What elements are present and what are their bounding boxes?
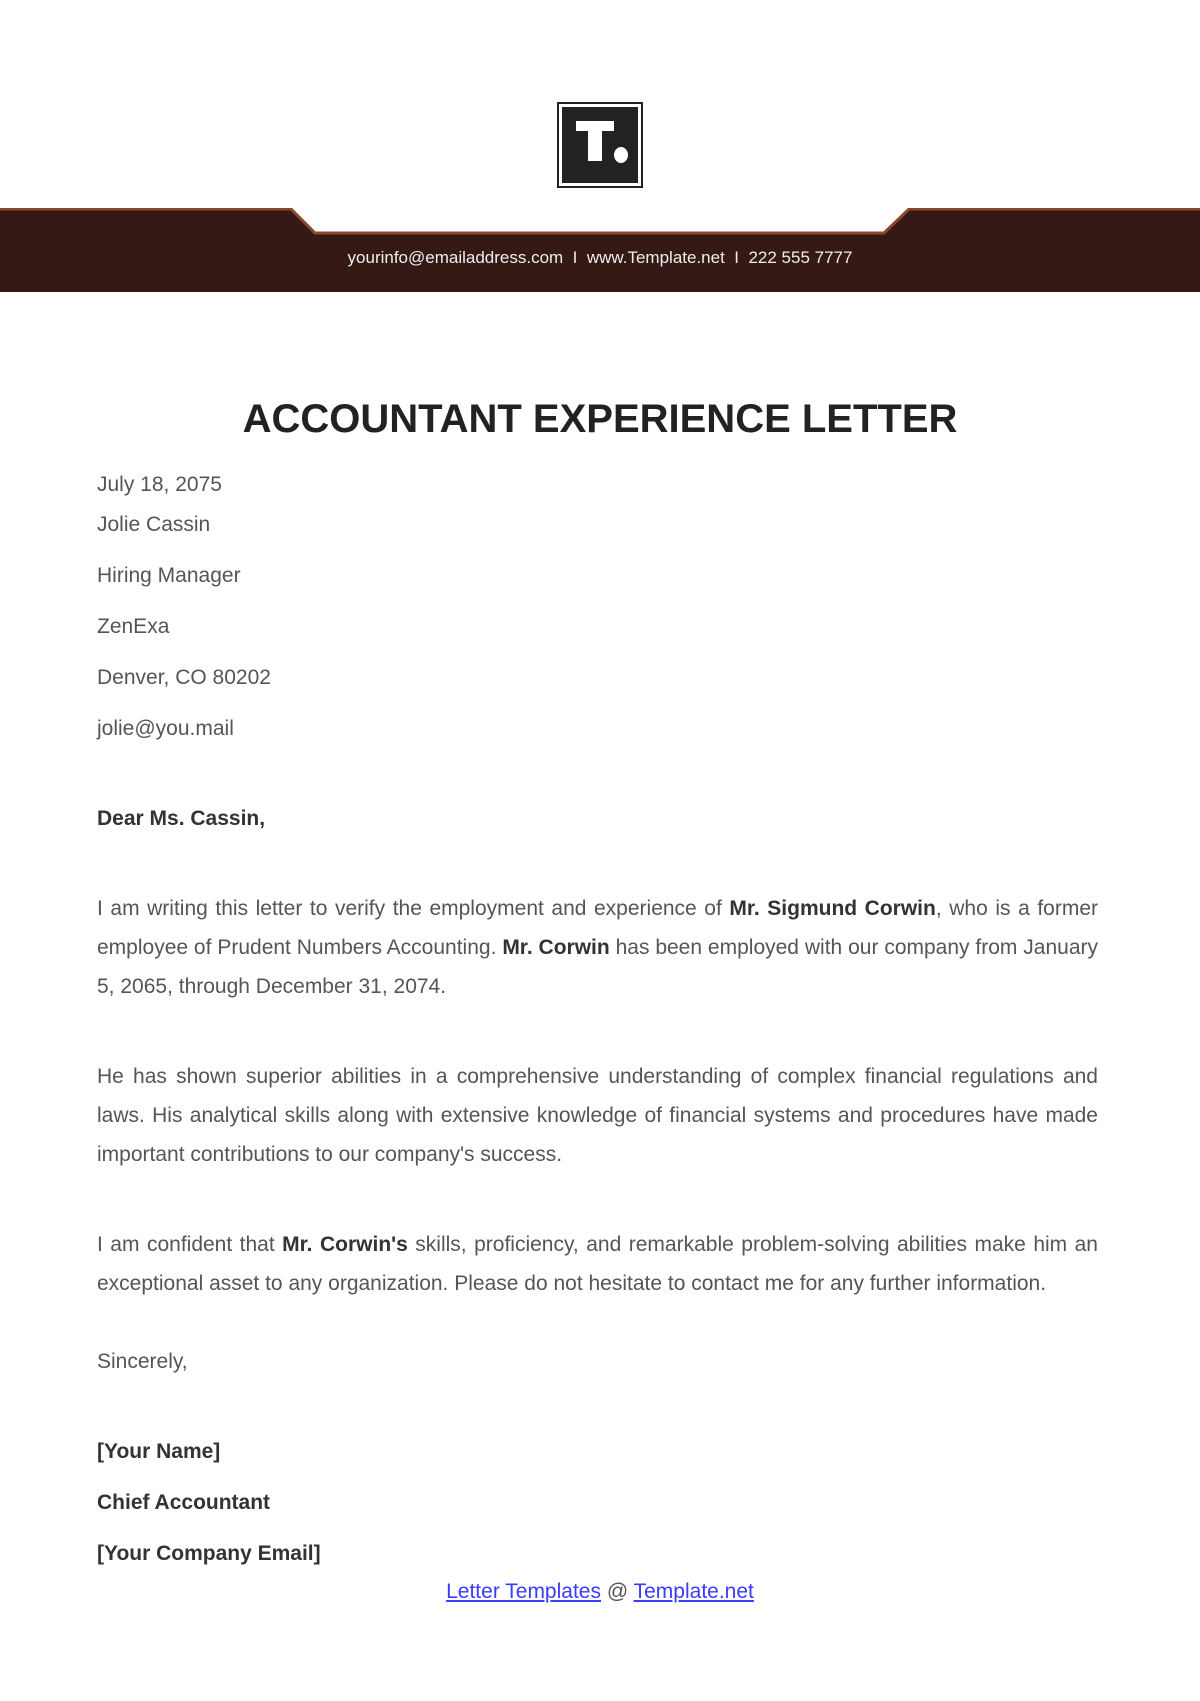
employee-name: Mr. Sigmund Corwin (729, 897, 936, 920)
text: has been employed with our company from January 5, 2065, through December 31, 2074. (97, 936, 1099, 998)
employee-name-short: Mr. Corwin (502, 936, 610, 959)
closing: Sincerely, (97, 1350, 188, 1373)
signature-name: [Your Name] (97, 1440, 221, 1463)
letter-title: ACCOUNTANT EXPERIENCE LETTER (242, 397, 958, 441)
separator: I (734, 248, 739, 267)
template-net-link[interactable]: Template.net (633, 1580, 754, 1603)
text: , who is a former employee of Prudent Numbers Accounting. (97, 897, 1098, 959)
contact-info (0, 248, 1200, 268)
at-sign: @ (606, 1580, 629, 1603)
salutation: Dear Ms. Cassin, (97, 807, 266, 830)
text: I am writing this letter to verify the employment and experience of (97, 897, 730, 920)
contact-phone: 222 555 7777 (748, 248, 853, 267)
letter-date: July 18, 2075 (97, 473, 222, 496)
recipient-company: ZenExa (97, 615, 170, 638)
footer (0, 1580, 1200, 1604)
paragraph-1 (97, 889, 1098, 1006)
signature-email: [Your Company Email] (97, 1542, 321, 1565)
text: skills, proficiency, and remarkable problem-solving abilities make him an exceptional asset to any organization. Please do not hesitate to contact me for any further information. (97, 1233, 1098, 1295)
paragraph-2: He has shown superior abilities in a comprehensive understanding of complex financial regulations and laws. His analytical skills along with extensive knowledge of financial systems and procedures have made important contributions to our company's success. (97, 1065, 1098, 1166)
separator: I (572, 248, 578, 267)
contact-website: www.Template.net (586, 248, 725, 267)
signature-title: Chief Accountant (97, 1491, 271, 1514)
recipient-title: Hiring Manager (97, 564, 241, 587)
letter-templates-link[interactable]: Letter Templates (446, 1580, 601, 1603)
paragraph-3 (97, 1225, 1098, 1303)
employee-name-possessive: Mr. Corwin's (282, 1233, 408, 1256)
recipient-name: Jolie Cassin (97, 513, 211, 536)
recipient-email: jolie@you.mail (97, 717, 234, 740)
text: I am confident that (97, 1233, 283, 1256)
contact-email: yourinfo@emailaddress.com (347, 248, 564, 267)
recipient-address: Denver, CO 80202 (97, 666, 271, 689)
template-logo (557, 102, 643, 188)
